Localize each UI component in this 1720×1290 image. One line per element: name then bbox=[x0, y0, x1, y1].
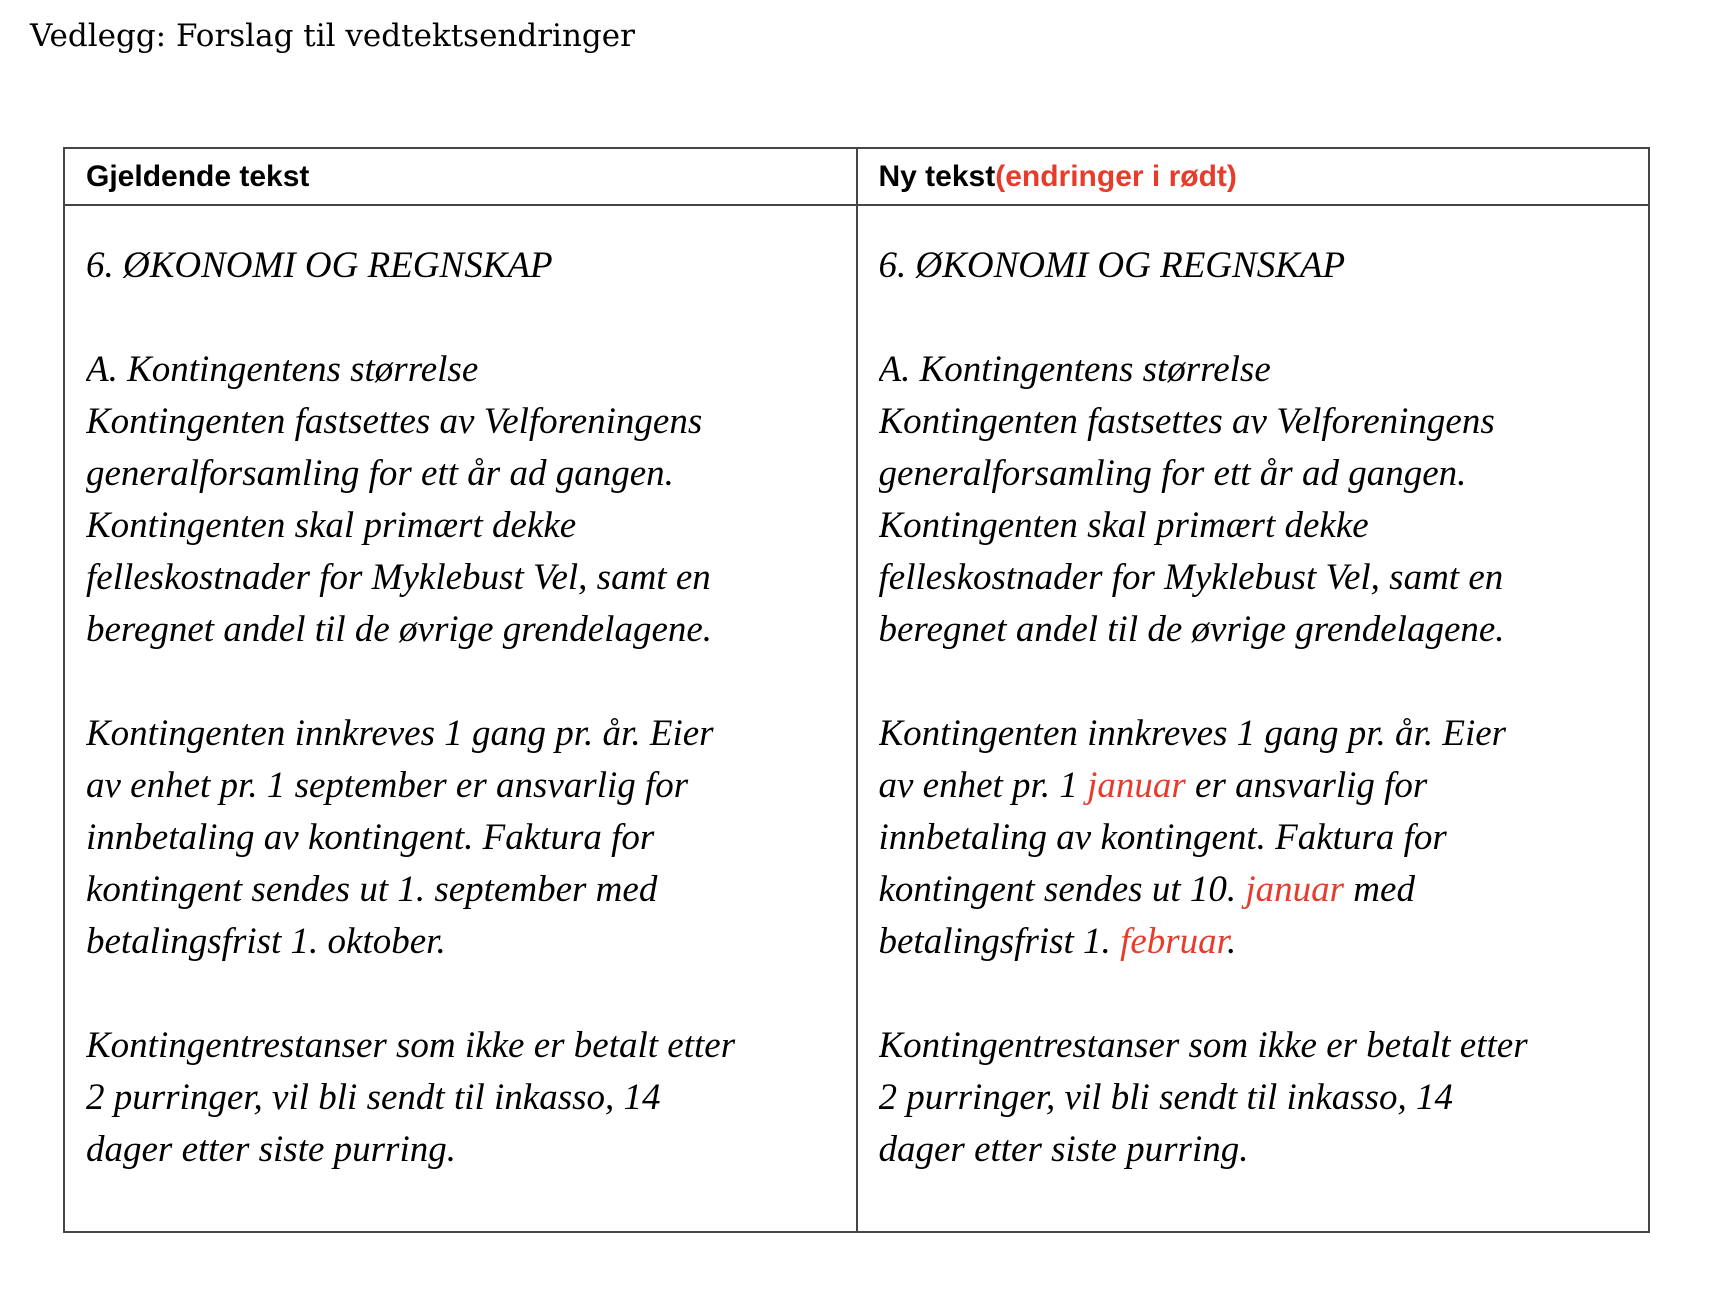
text-segment: dager etter siste purring. bbox=[878, 1129, 1249, 1170]
cell-new-text bbox=[858, 206, 1649, 1231]
text-line bbox=[879, 812, 1649, 864]
text-segment: . bbox=[1226, 921, 1237, 962]
text-line bbox=[879, 864, 1649, 916]
cell-current-text bbox=[65, 206, 858, 1231]
text-line bbox=[86, 656, 856, 708]
text-line bbox=[86, 1124, 856, 1176]
text-line bbox=[879, 292, 1649, 344]
text-line bbox=[86, 500, 856, 552]
text-line bbox=[879, 604, 1649, 656]
changed-text: januar bbox=[1087, 765, 1186, 806]
text-segment: kontingent sendes ut 1. september med bbox=[86, 869, 658, 910]
table-header-row bbox=[65, 149, 1648, 206]
text-line bbox=[879, 656, 1649, 708]
text-line bbox=[86, 708, 856, 760]
text-segment: beregnet andel til de øvrige grendelagene. bbox=[878, 609, 1505, 650]
text-line bbox=[879, 760, 1649, 812]
changed-text: januar bbox=[1245, 869, 1345, 910]
text-segment: er ansvarlig for bbox=[1185, 765, 1428, 806]
text-segment: Kontingentrestanser som ikke er betalt etter bbox=[86, 1025, 736, 1066]
text-segment: innbetaling av kontingent. Faktura for bbox=[878, 817, 1447, 858]
text-segment: generalforsamling for ett år ad gangen. bbox=[86, 453, 674, 494]
changed-text: februar bbox=[1120, 921, 1227, 962]
text-segment: A. Kontingentens størrelse bbox=[878, 349, 1271, 390]
text-segment: 6. ØKONOMI OG REGNSKAP bbox=[86, 245, 553, 286]
changed-text: (endringer i rødt) bbox=[995, 159, 1237, 193]
text-line bbox=[86, 604, 856, 656]
text-line bbox=[86, 344, 856, 396]
text-line bbox=[86, 968, 856, 1020]
text-segment: Ny tekst bbox=[878, 159, 996, 193]
text-line bbox=[86, 396, 856, 448]
text-segment: 2 purringer, vil bli sendt til inkasso, 14 bbox=[878, 1077, 1454, 1118]
text-line bbox=[86, 1020, 856, 1072]
text-segment: 2 purringer, vil bli sendt til inkasso, 14 bbox=[86, 1077, 661, 1118]
text-segment: innbetaling av kontingent. Faktura for bbox=[86, 817, 655, 858]
column-header-new-text bbox=[858, 149, 1649, 204]
text-line bbox=[879, 1072, 1649, 1124]
text-line bbox=[879, 708, 1649, 760]
text-line bbox=[879, 500, 1649, 552]
text-segment: Kontingenten fastsettes av Velforeningens bbox=[878, 401, 1495, 442]
text-segment: A. Kontingentens størrelse bbox=[86, 349, 479, 390]
text-line bbox=[86, 916, 856, 968]
comparison-table bbox=[63, 147, 1650, 1233]
text-segment: Kontingenten innkreves 1 gang pr. år. Eier bbox=[878, 713, 1507, 754]
text-line bbox=[879, 1124, 1649, 1176]
text-segment: med bbox=[1344, 869, 1415, 910]
text-segment: Kontingenten fastsettes av Velforeningens bbox=[86, 401, 703, 442]
text-segment: betalingsfrist 1. bbox=[878, 921, 1121, 962]
page-title: Vedlegg: Forslag til vedtektsendringer bbox=[30, 18, 635, 54]
text-segment: generalforsamling for ett år ad gangen. bbox=[878, 453, 1467, 494]
text-segment: felleskostnader for Myklebust Vel, samt en bbox=[878, 557, 1504, 598]
text-line bbox=[879, 1020, 1649, 1072]
text-segment: dager etter siste purring. bbox=[86, 1129, 456, 1170]
text-segment: kontingent sendes ut 10. bbox=[878, 869, 1246, 910]
text-line bbox=[86, 760, 856, 812]
text-segment: Kontingenten skal primært dekke bbox=[86, 505, 577, 546]
text-line bbox=[879, 968, 1649, 1020]
text-line bbox=[879, 916, 1649, 968]
text-segment: Kontingenten skal primært dekke bbox=[878, 505, 1369, 546]
text-segment: beregnet andel til de øvrige grendelagene. bbox=[86, 609, 713, 650]
text-segment: Kontingenten innkreves 1 gang pr. år. Eier bbox=[86, 713, 714, 754]
text-segment: av enhet pr. 1 september er ansvarlig for bbox=[86, 765, 689, 806]
text-segment: felleskostnader for Myklebust Vel, samt en bbox=[86, 557, 711, 598]
text-line bbox=[879, 240, 1649, 292]
text-segment: Kontingentrestanser som ikke er betalt etter bbox=[878, 1025, 1528, 1066]
text-segment: Gjeldende tekst bbox=[86, 159, 310, 193]
text-line bbox=[879, 448, 1649, 500]
text-line bbox=[86, 1072, 856, 1124]
table-body-row bbox=[65, 206, 1648, 1231]
column-header-current-text bbox=[65, 149, 858, 204]
text-line bbox=[86, 240, 856, 292]
text-line bbox=[86, 448, 856, 500]
text-line bbox=[879, 344, 1649, 396]
text-line bbox=[86, 812, 856, 864]
text-line bbox=[879, 396, 1649, 448]
text-line bbox=[879, 552, 1649, 604]
text-line bbox=[86, 864, 856, 916]
text-segment: betalingsfrist 1. oktober. bbox=[86, 921, 446, 962]
text-line bbox=[86, 552, 856, 604]
text-line bbox=[86, 292, 856, 344]
text-segment: 6. ØKONOMI OG REGNSKAP bbox=[878, 245, 1346, 286]
text-segment: av enhet pr. 1 bbox=[878, 765, 1088, 806]
